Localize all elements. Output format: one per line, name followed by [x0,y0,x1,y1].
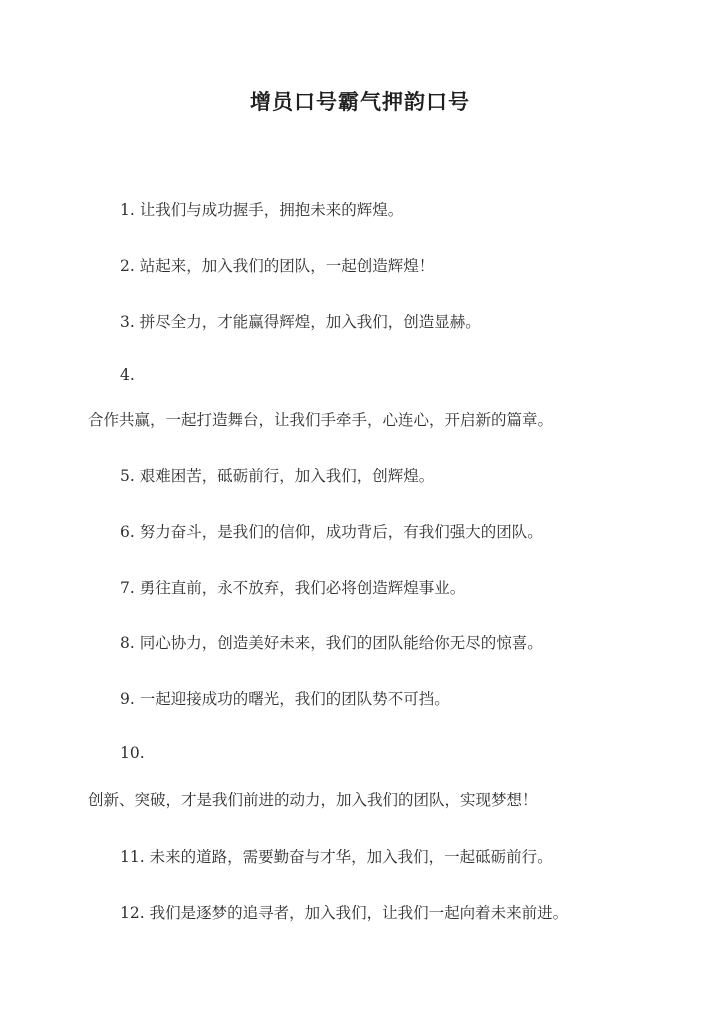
list-item-7 [120,576,465,598]
item-text: 拼尽全力，才能赢得辉煌，加入我们，创造显赫。 [139,313,481,331]
list-item-9 [120,687,450,709]
item-text: 一起迎接成功的曙光，我们的团队势不可挡。 [139,690,450,708]
list-item-10-number: 10. [120,744,145,762]
list-item-2 [120,254,434,276]
item-text: 艰难困苦，砥砺前行，加入我们，创辉煌。 [139,467,435,485]
list-item-12 [120,901,568,923]
item-number: 9. [120,690,135,708]
item-number: 12. [120,904,145,922]
item-number: 3. [120,313,135,331]
item-number: 11. [120,848,145,866]
item-text: 让我们与成功握手，拥抱未来的辉煌。 [139,201,404,219]
document-title: 增员口号霸气押韵口号 [250,89,470,114]
item-number: 7. [120,579,135,597]
list-item-4-number: 4. [120,366,135,384]
item-text: 未来的道路，需要勤奋与才华，加入我们，一起砥砺前行。 [149,848,553,866]
item-text: 勇往直前，永不放弃，我们必将创造辉煌事业。 [139,579,466,597]
item-text: 我们是逐梦的追寻者，加入我们，让我们一起向着未来前进。 [149,904,569,922]
list-item-3 [120,310,481,332]
item-number: 2. [120,257,135,275]
item-text: 努力奋斗，是我们的信仰，成功背后，有我们强大的团队。 [139,523,543,541]
list-item-8 [120,631,543,653]
list-item-11 [120,845,553,867]
item-number: 1. [120,201,135,219]
item-text: 站起来，加入我们的团队，一起创造辉煌！ [139,257,435,275]
item-number: 5. [120,467,135,485]
list-item-5 [120,464,434,486]
list-item-6 [120,520,543,542]
list-item-4-text: 合作共赢，一起打造舞台，让我们手牵手，心连心，开启新的篇章。 [88,411,554,429]
item-number: 6. [120,523,135,541]
list-item-1 [120,198,403,220]
list-item-10-text: 创新、突破，才是我们前进的动力，加入我们的团队，实现梦想！ [88,791,538,809]
item-text: 同心协力，创造美好未来，我们的团队能给你无尽的惊喜。 [139,634,543,652]
item-number: 8. [120,634,135,652]
